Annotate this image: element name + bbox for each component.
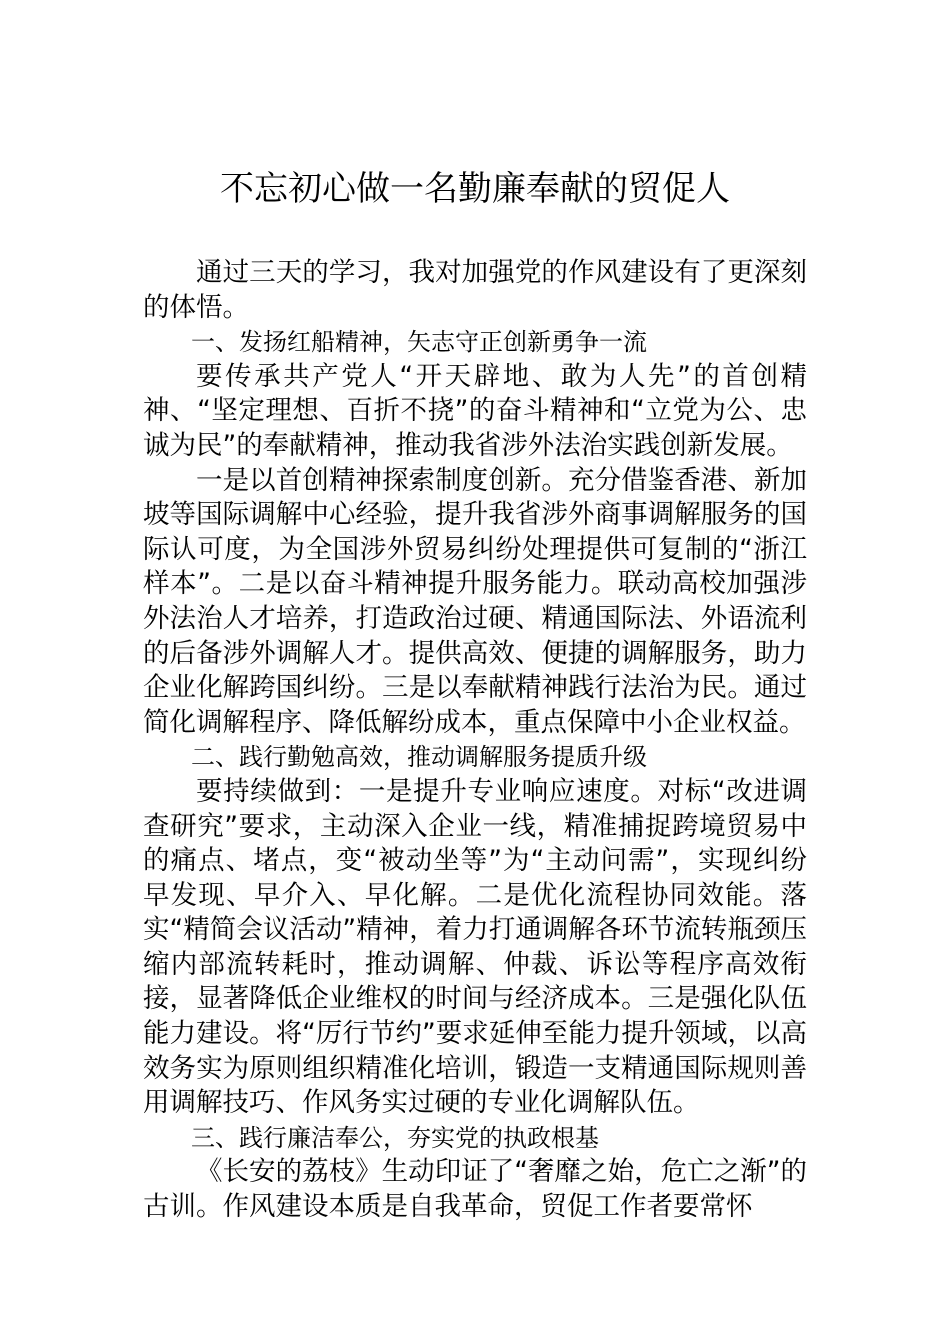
paragraph-section-1-intro: 要传承共产党人“开天辟地、敢为人先”的首创精神、“坚定理想、百折不挠”的奋斗精神和“立党为公、忠诚为民”的奉献精神，推动我省涉外法治实践创新发展。 bbox=[143, 360, 807, 461]
paragraph-section-1-detail: 一是以首创精神探索制度创新。充分借鉴香港、新加坡等国际调解中心经验，提升我省涉外商事调解服务的国际认可度，为全国涉外贸易纠纷处理提供可复制的“浙江样本”。二是以奋斗精神提升服务能力。联动高校加强涉外法治人才培养，打造政治过硬、精通国际法、外语流利的后备涉外调解人才。提供高效、便捷的调解服务，助力企业化解跨国纠纷。三是以奉献精神践行法治为民。通过简化调解程序、降低解纷成本，重点保障中小企业权益。 bbox=[143, 464, 807, 738]
document-title: 不忘初心做一名勤廉奉献的贸促人 bbox=[220, 169, 730, 209]
paragraph-section-3-detail: 《长安的荔枝》生动印证了“奢靡之始，危亡之渐”的古训。作风建设本质是自我革命，贸促工作者要常怀 bbox=[143, 1156, 807, 1223]
paragraph-section-2-detail: 要持续做到：一是提升专业响应速度。对标“改进调查研究”要求，主动深入企业一线，精准捕捉跨境贸易中的痛点、堵点，变“被动坐等”为“主动问需”，实现纠纷早发现、早介入、早化解。二是优化流程协同效能。落实“精简会议活动”精神，着力打通调解各环节流转瓶颈压缩内部流转耗时，推动调解、仲裁、诉讼等程序高效衔接，显著降低企业维权的时间与经济成本。三是强化队伍能力建设。将“厉行节约”要求延伸至能力提升领域，以高效务实为原则组织精准化培训，锻造一支精通国际规则善用调解技巧、作风务实过硬的专业化调解队伍。 bbox=[143, 775, 807, 1119]
document-body bbox=[143, 256, 807, 1225]
section-heading-3: 三、践行廉洁奉公，夯实党的执政根基 bbox=[191, 1123, 599, 1152]
paragraph-intro: 通过三天的学习，我对加强党的作风建设有了更深刻的体悟。 bbox=[143, 257, 807, 323]
section-heading-1: 一、发扬红船精神，矢志守正创新勇争一流 bbox=[191, 328, 647, 357]
section-heading-2: 二、践行勤勉高效，推动调解服务提质升级 bbox=[191, 743, 647, 772]
